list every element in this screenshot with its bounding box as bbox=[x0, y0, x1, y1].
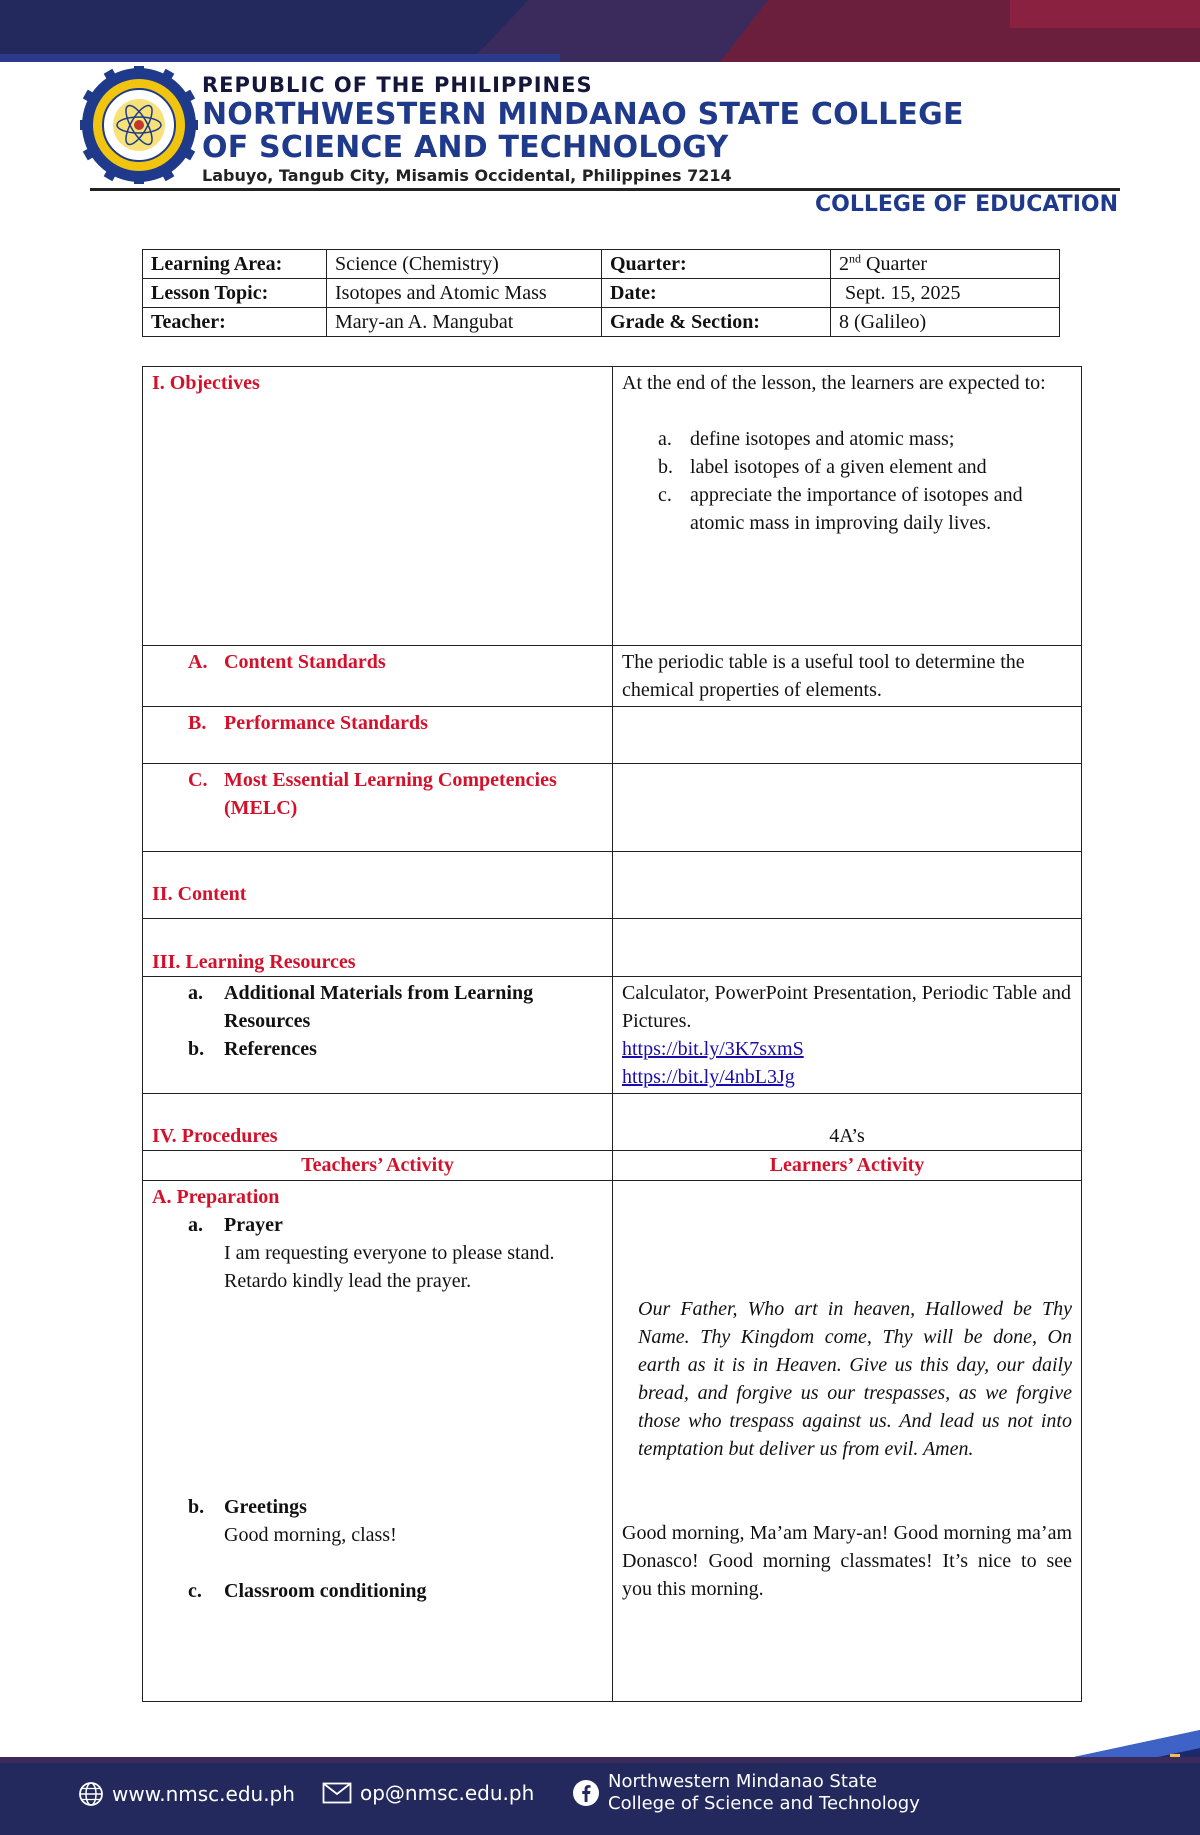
footer-facebook[interactable]: Northwestern Mindanao State College of Science and Technology bbox=[572, 1771, 920, 1815]
header-divider bbox=[90, 188, 1120, 191]
facebook-icon bbox=[572, 1779, 600, 1807]
resources-content bbox=[613, 977, 1082, 1094]
procedures-heading: IV. Procedures bbox=[152, 1125, 278, 1147]
objectives-content bbox=[613, 367, 1082, 646]
objectives-heading: I. Objectives bbox=[152, 372, 260, 394]
prayer-instruction: I am requesting everyone to please stand. bbox=[224, 1242, 555, 1264]
globe-icon bbox=[78, 1781, 104, 1807]
quarter-value: 2nd Quarter bbox=[831, 250, 1060, 279]
procedures-method: 4A’s bbox=[613, 1094, 1082, 1151]
list-item: c. appreciate the importance of isotopes and atomic mass in improving daily lives. bbox=[658, 484, 1023, 534]
references-item: b. References bbox=[188, 1038, 317, 1060]
greetings-response: Good morning, Ma’am Mary-an! Good morning ma’am Donasco! Good morning classmates! It’s nice to see you this morning. bbox=[622, 1522, 1072, 1600]
resources-list-cell bbox=[143, 977, 613, 1094]
content-standards-value: The periodic table is a useful tool to determine the chemical properties of elements. bbox=[613, 646, 1082, 707]
performance-standards-heading: B. Performance Standards bbox=[188, 712, 428, 734]
learning-resources-heading: III. Learning Resources bbox=[152, 951, 356, 973]
date-value: Sept. 15, 2025 bbox=[831, 279, 1060, 308]
college-name-line2: OF SCIENCE AND TECHNOLOGY bbox=[202, 130, 729, 165]
preparation-heading: A. Preparation bbox=[152, 1186, 280, 1208]
prayer-leader: Retardo kindly lead the prayer. bbox=[224, 1270, 472, 1292]
department-name: COLLEGE OF EDUCATION bbox=[815, 192, 1118, 217]
greetings-item: b. Greetings Good morning, class! bbox=[152, 1493, 603, 1549]
learners-activity-cell bbox=[613, 1181, 1082, 1702]
grade-value: 8 (Galileo) bbox=[831, 308, 1060, 337]
content-standards-heading: A. Content Standards bbox=[188, 651, 386, 673]
quarter-label: Quarter: bbox=[602, 250, 831, 279]
greetings-label: Greetings bbox=[224, 1496, 307, 1518]
learning-resources-value bbox=[613, 919, 1082, 977]
college-seal-icon bbox=[80, 66, 198, 184]
objectives-intro: At the end of the lesson, the learners are expected to: bbox=[622, 372, 1046, 394]
footer-website[interactable]: www.nmsc.edu.ph bbox=[78, 1781, 295, 1807]
college-address: Labuyo, Tangub City, Misamis Occidental, Philippines 7214 bbox=[202, 166, 732, 185]
page-footer bbox=[0, 1757, 1200, 1835]
additional-materials-item: a. Additional Materials from Learning Resources bbox=[188, 982, 534, 1032]
learners-activity-heading: Learners’ Activity bbox=[613, 1151, 1082, 1181]
performance-standards-value bbox=[613, 707, 1082, 764]
melc-cell bbox=[143, 764, 613, 852]
prayer-response: Our Father, Who art in heaven, Hallowed be Thy Name. Thy Kingdom come, Thy will be done, On earth as it is in Heaven. Give us this day, our daily bread, and forgive us our trespasses, as we forgive those who trespass against us. And lead us not into temptation but deliver us from evil. Amen. bbox=[638, 1298, 1072, 1460]
objectives-list bbox=[622, 425, 1072, 537]
teacher-value: Mary-an A. Mangubat bbox=[327, 308, 602, 337]
footer-email[interactable]: op@nmsc.edu.ph bbox=[322, 1781, 534, 1805]
materials-text: Calculator, PowerPoint Presentation, Periodic Table and Pictures. bbox=[622, 982, 1072, 1032]
content-heading: II. Content bbox=[152, 883, 247, 905]
reference-link-1[interactable]: https://bit.ly/3K7sxmS bbox=[622, 1038, 804, 1060]
performance-standards-cell bbox=[143, 707, 613, 764]
republic-line: REPUBLIC OF THE PHILIPPINES bbox=[202, 73, 593, 97]
date-label: Date: bbox=[602, 279, 831, 308]
conditioning-item: c. Classroom conditioning bbox=[188, 1580, 427, 1602]
mail-icon bbox=[322, 1782, 352, 1804]
prayer-label: Prayer bbox=[224, 1214, 283, 1236]
teachers-activity-cell bbox=[143, 1181, 613, 1702]
content-cell bbox=[143, 852, 613, 919]
lesson-info-table bbox=[142, 249, 1060, 337]
grade-label: Grade & Section: bbox=[602, 308, 831, 337]
procedures-cell bbox=[143, 1094, 613, 1151]
institution-header bbox=[202, 72, 964, 187]
lesson-topic-label: Lesson Topic: bbox=[143, 279, 327, 308]
learning-resources-cell bbox=[143, 919, 613, 977]
top-color-band bbox=[0, 0, 1200, 62]
greetings-line: Good morning, class! bbox=[224, 1524, 397, 1546]
melc-value bbox=[613, 764, 1082, 852]
content-value bbox=[613, 852, 1082, 919]
prayer-item: a. Prayer I am requesting everyone to please stand. Retardo kindly lead the prayer. bbox=[152, 1211, 603, 1295]
learning-area-value: Science (Chemistry) bbox=[327, 250, 602, 279]
list-item: b. label isotopes of a given element and bbox=[658, 456, 987, 478]
lesson-topic-value: Isotopes and Atomic Mass bbox=[327, 279, 602, 308]
content-standards-cell bbox=[143, 646, 613, 707]
objectives-cell bbox=[143, 367, 613, 646]
teachers-activity-heading: Teachers’ Activity bbox=[143, 1151, 613, 1181]
teacher-label: Teacher: bbox=[143, 308, 327, 337]
reference-link-2[interactable]: https://bit.ly/4nbL3Jg bbox=[622, 1066, 795, 1088]
melc-heading: C. Most Essential Learning Competencies (MELC) bbox=[188, 769, 557, 819]
list-item: a. define isotopes and atomic mass; bbox=[658, 428, 955, 450]
learning-area-label: Learning Area: bbox=[143, 250, 327, 279]
lesson-plan-table bbox=[142, 366, 1082, 1702]
college-name-line1: NORTHWESTERN MINDANAO STATE COLLEGE bbox=[202, 97, 964, 132]
